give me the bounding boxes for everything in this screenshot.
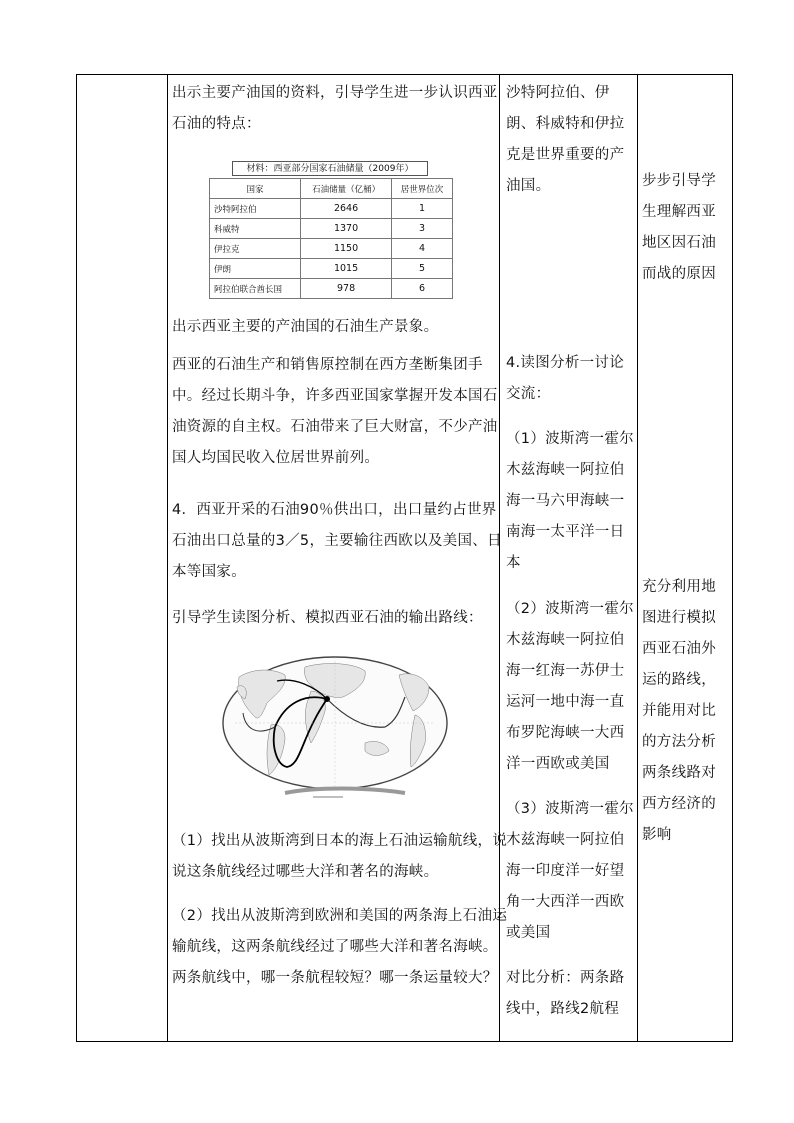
design-intent-1: 步步引导学 生理解西亚 地区因石油 而战的原因 xyxy=(642,173,716,282)
paragraph-history: 西亚的石油生产和销售原控制在西方垄断集团手 中。经过长期斗争，许多西亚国家掌握开发本国石 油资源的自主权。石油带来了巨大财富，不少产油 国人均国民收入位居世界前列。 xyxy=(172,357,498,466)
paragraph-guide: 引导学生读图分析、模拟西亚石油的输出路线： xyxy=(172,610,483,626)
world-oil-route-map xyxy=(215,647,455,807)
table-row: 伊朗 1015 5 xyxy=(210,259,453,279)
paragraph-production: 出示西亚主要的产油国的石油生产景象。 xyxy=(172,319,439,335)
table-header: 居世界位次 xyxy=(392,179,453,199)
paragraph-export: 4．西亚开采的石油90％供出口，出口量约占世界 石油出口总量的3／5，主要输往西欧以及美国、日 本等国家。 xyxy=(172,502,502,580)
table-row: 科威特 1370 3 xyxy=(210,219,453,239)
table-row: 沙特阿拉伯 2646 1 xyxy=(210,199,453,219)
design-intent-2: 充分利用地 图进行模拟 西亚石油外 运的路线， 并能用对比 的方法分析 两条线路对 西方经济的 影响 xyxy=(642,579,716,843)
table-row: 阿拉伯联合酋长国 978 6 xyxy=(210,279,453,299)
student-discussion-heading: 4.读图分析一讨论 交流： xyxy=(506,355,625,402)
route-answer-2: （2）波斯湾一霍尔 木兹海峡一阿拉伯 海一红海一苏伊士 运河一地中海一直 布罗陀海峡一大西 洋一西欧或美国 xyxy=(506,601,634,772)
table-row: 伊拉克 1150 4 xyxy=(210,239,453,259)
student-answer-producers: 沙特阿拉伯、伊 朗、科威特和伊拉 克是世界重要的产 油国。 xyxy=(506,85,625,194)
question-2: （2）找出从波斯湾到欧洲和美国的两条海上石油运 输航线，这两条航线经过了哪些大洋和著名海峡。 两条航线中，哪一条航程较短？哪一条运量较大？ xyxy=(172,908,508,986)
table-header: 石油储量（亿桶） xyxy=(301,179,392,199)
table-header-row xyxy=(210,179,453,199)
question-1: （1）找出从波斯湾到日本的海上石油运输航线，说 说这条航线经过哪些大洋和著名的海峡。 xyxy=(172,833,508,880)
route-answer-1: （1）波斯湾一霍尔 木兹海峡一阿拉伯 海一马六甲海峡一 南海一太平洋一日 本 xyxy=(506,431,634,571)
intro-paragraph: 出示主要产油国的资料，引导学生进一步认识西亚 石油的特点： xyxy=(172,85,498,132)
table-caption: 材料：西亚部分国家石油储量（2009年） xyxy=(232,161,428,176)
comparison-answer: 对比分析：两条路 线中，路线2航程 xyxy=(506,970,625,1017)
column-divider-1 xyxy=(167,75,168,1041)
table-header: 国家 xyxy=(210,179,301,199)
column-divider-3 xyxy=(637,75,638,1041)
route-answer-3: （3）波斯湾一霍尔 木兹海峡一阿拉伯 海一印度洋一好望 角一大西洋一西欧 或美国 xyxy=(506,801,634,941)
